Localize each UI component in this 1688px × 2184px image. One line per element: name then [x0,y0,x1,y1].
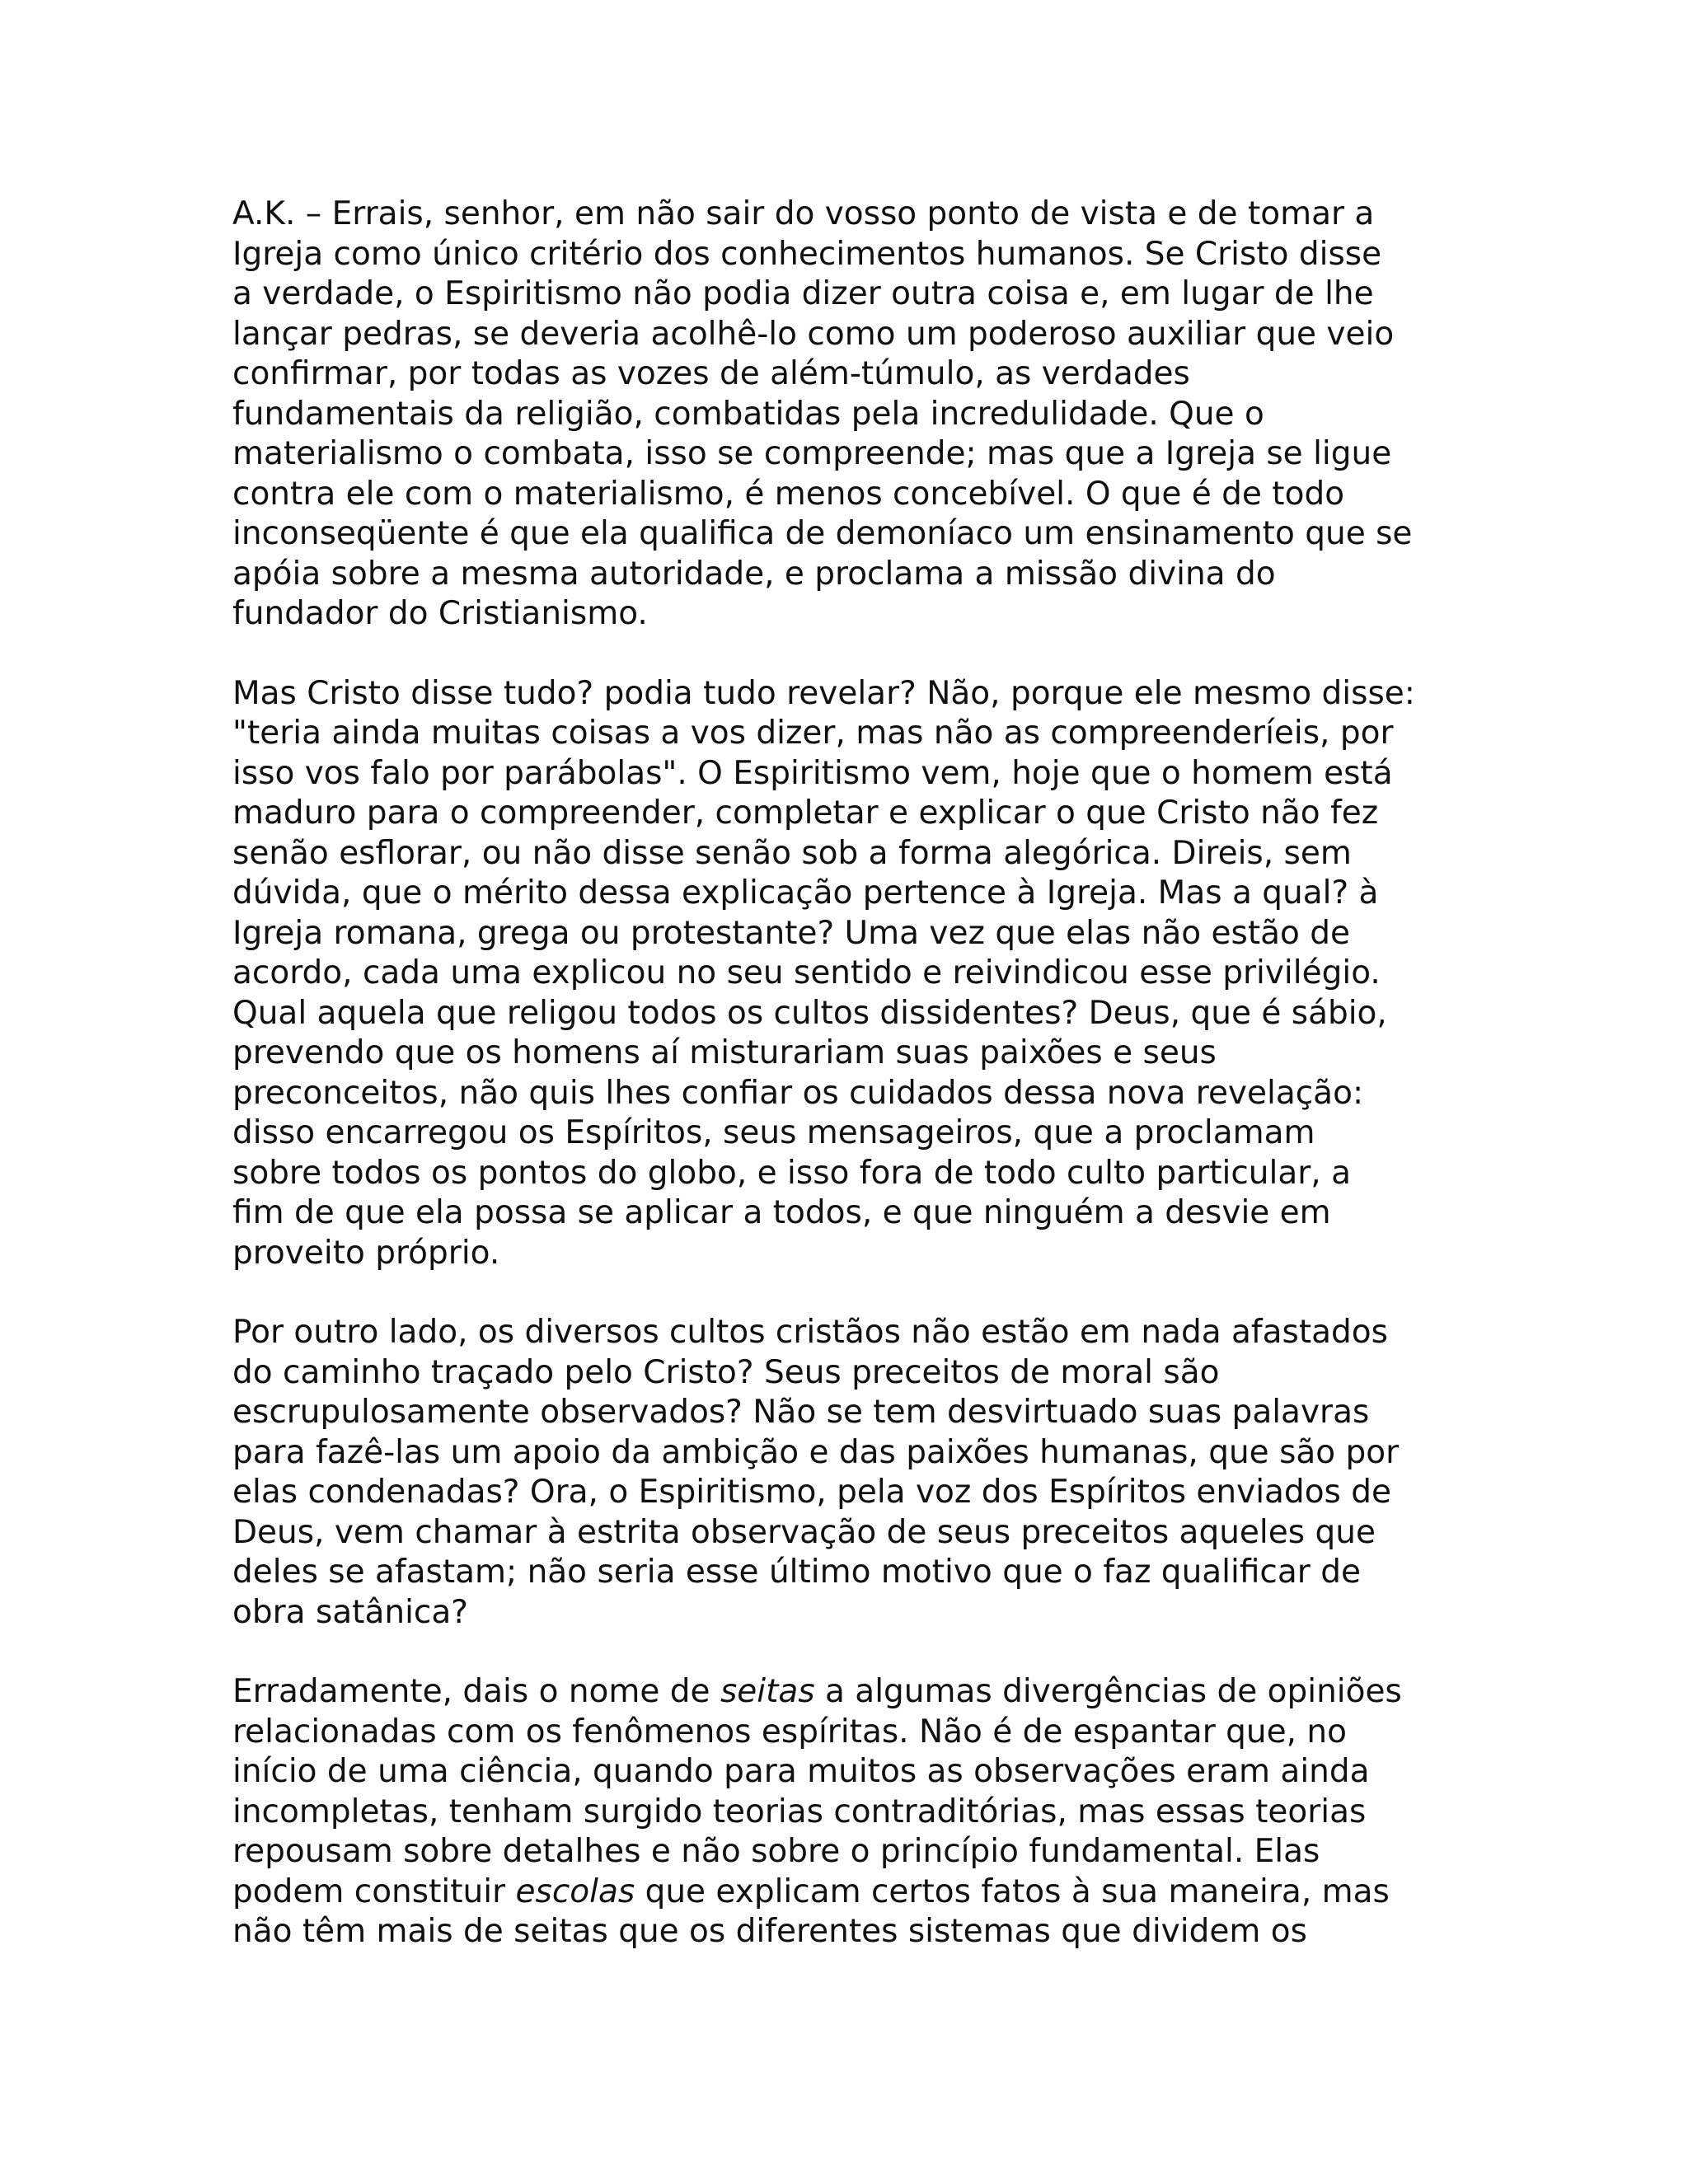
text-line [232,1713,1485,1753]
text-segment: A.K. – Errais, senhor, em não sair do vosso ponto de vista e de tomar a [232,195,1375,232]
paragraph [232,1672,1485,1952]
text-segment: Erradamente, dais o nome de [232,1673,720,1710]
text-line [232,395,1485,435]
text-segment: não têm mais de seitas que os diferentes sistemas que dividem os [232,1913,1307,1950]
text-segment: relacionadas com os fenômenos espíritas. Não é de espantar que, no [232,1713,1347,1750]
text-line [232,354,1485,395]
text-line [232,1473,1485,1513]
text-line [232,1593,1485,1633]
text-segment: Mas Cristo disse tudo? podia tudo revelar? Não, porque ele mesmo disse: [232,674,1415,712]
text-segment: lançar pedras, se deveria acolhê-lo como um poderoso auxiliar que veio [232,315,1395,353]
text-line [232,914,1485,954]
text-segment: preconceitos, não quis lhes confiar os cuidados dessa nova revelação: [232,1074,1364,1112]
text-segment: deles se afastam; não seria esse último motivo que o faz qualificar de [232,1554,1361,1591]
text-line [232,1513,1485,1554]
text-segment: Deus, vem chamar à estrita observação de seus preceitos aqueles que [232,1513,1376,1551]
paragraph [232,1313,1485,1633]
text-segment: fim de que ela possa se aplicar a todos, e que ninguém a desvie em [232,1194,1331,1231]
text-segment: acordo, cada uma explicou no seu sentido e reivindicou esse privilégio. [232,954,1381,991]
text-line [232,274,1485,315]
text-line [232,954,1485,994]
text-segment: proveito próprio. [232,1234,500,1272]
text-line [232,1234,1485,1274]
text-segment: escrupulosamente observados? Não se tem desvirtuado suas palavras [232,1394,1370,1431]
text-segment: elas condenadas? Ora, o Espiritismo, pela voz dos Espíritos enviados de [232,1474,1392,1511]
text-line [232,475,1485,515]
text-segment: apóia sobre a mesma autoridade, e proclama a missão divina do [232,555,1276,593]
text-line [232,1154,1485,1194]
text-line [232,1353,1485,1394]
text-segment: a verdade, o Espiritismo não podia dizer outra coisa e, em lugar de lhe [232,275,1374,312]
text-line [232,1074,1485,1114]
text-segment: prevendo que os homens aí misturariam suas paixões e seus [232,1034,1217,1071]
text-line [232,674,1485,715]
text-segment: fundador do Cristianismo. [232,595,648,632]
text-segment: maduro para o compreender, completar e explicar o que Cristo não fez [232,794,1379,832]
text-line [232,555,1485,595]
paragraph [232,674,1485,1274]
text-segment: incompletas, tenham surgido teorias contraditórias, mas essas teorias [232,1793,1367,1830]
text-line [232,834,1485,874]
text-segment: fundamentais da religião, combatidas pela incredulidade. Que o [232,395,1264,433]
text-segment: isso vos falo por parábolas". O Espiritismo vem, hoje que o homem está [232,754,1393,792]
text-line [232,1193,1485,1234]
text-segment: início de uma ciência, quando para muitos as observações eram ainda [232,1753,1370,1790]
text-line [232,1672,1485,1713]
paragraph [232,194,1485,635]
text-line [232,794,1485,834]
text-line [232,1113,1485,1154]
text-line [232,754,1485,794]
text-segment: Por outro lado, os diversos cultos cristãos não estão em nada afastados [232,1314,1388,1351]
text-segment: para fazê-las um apoio da ambição e das paixões humanas, que são por [232,1433,1400,1471]
text-segment: podem constituir [232,1872,516,1910]
text-line [232,874,1485,914]
text-segment: materialismo o combata, isso se compreende; mas que a Igreja se ligue [232,435,1392,472]
text-line [232,1033,1485,1074]
text-segment: confirmar, por todas as vozes de além-túmulo, as verdades [232,355,1190,392]
text-segment: contra ele com o materialismo, é menos concebível. O que é de todo [232,475,1345,513]
emphasized-text: escolas [515,1872,635,1910]
text-line [232,1912,1485,1952]
text-segment: senão esflorar, ou não disse senão sob a forma alegórica. Direis, sem [232,834,1352,872]
text-line [232,434,1485,475]
text-segment: disso encarregou os Espíritos, seus mensageiros, que a proclamam [232,1114,1315,1151]
text-segment: Igreja romana, grega ou protestante? Uma vez que elas não estão de [232,914,1351,952]
text-line [232,1433,1485,1474]
text-segment: obra satânica? [232,1593,468,1631]
text-line [232,194,1485,235]
text-line [232,514,1485,555]
text-segment: inconseqüente é que ela qualifica de demoníaco um ensinamento que se [232,515,1413,552]
text-segment: do caminho traçado pelo Cristo? Seus preceitos de moral são [232,1353,1220,1391]
text-segment: dúvida, que o mérito dessa explicação pertence à Igreja. Mas a qual? à [232,874,1379,912]
text-segment: a algumas divergências de opiniões [814,1673,1402,1710]
text-line [232,714,1485,754]
text-line [232,315,1485,355]
text-segment: que explicam certos fatos à sua maneira, mas [635,1872,1390,1910]
text-line [232,1553,1485,1593]
text-line [232,994,1485,1034]
text-line [232,1793,1485,1833]
text-line [232,1313,1485,1353]
text-line [232,1832,1485,1872]
text-segment: repousam sobre detalhes e não sobre o princípio fundamental. Elas [232,1833,1320,1870]
text-line [232,1393,1485,1433]
emphasized-text: seitas [720,1673,815,1710]
text-segment: sobre todos os pontos do globo, e isso fora de todo culto particular, a [232,1154,1351,1192]
text-line [232,1872,1485,1913]
body-text [232,194,1485,1992]
text-line [232,594,1485,635]
text-line [232,1752,1485,1793]
text-line [232,235,1485,275]
text-segment: "teria ainda muitas coisas a vos dizer, mas não as compreenderíeis, por [232,715,1394,752]
text-segment: Igreja como único critério dos conhecimentos humanos. Se Cristo disse [232,235,1382,273]
text-segment: Qual aquela que religou todos os cultos dissidentes? Deus, que é sábio, [232,994,1387,1032]
